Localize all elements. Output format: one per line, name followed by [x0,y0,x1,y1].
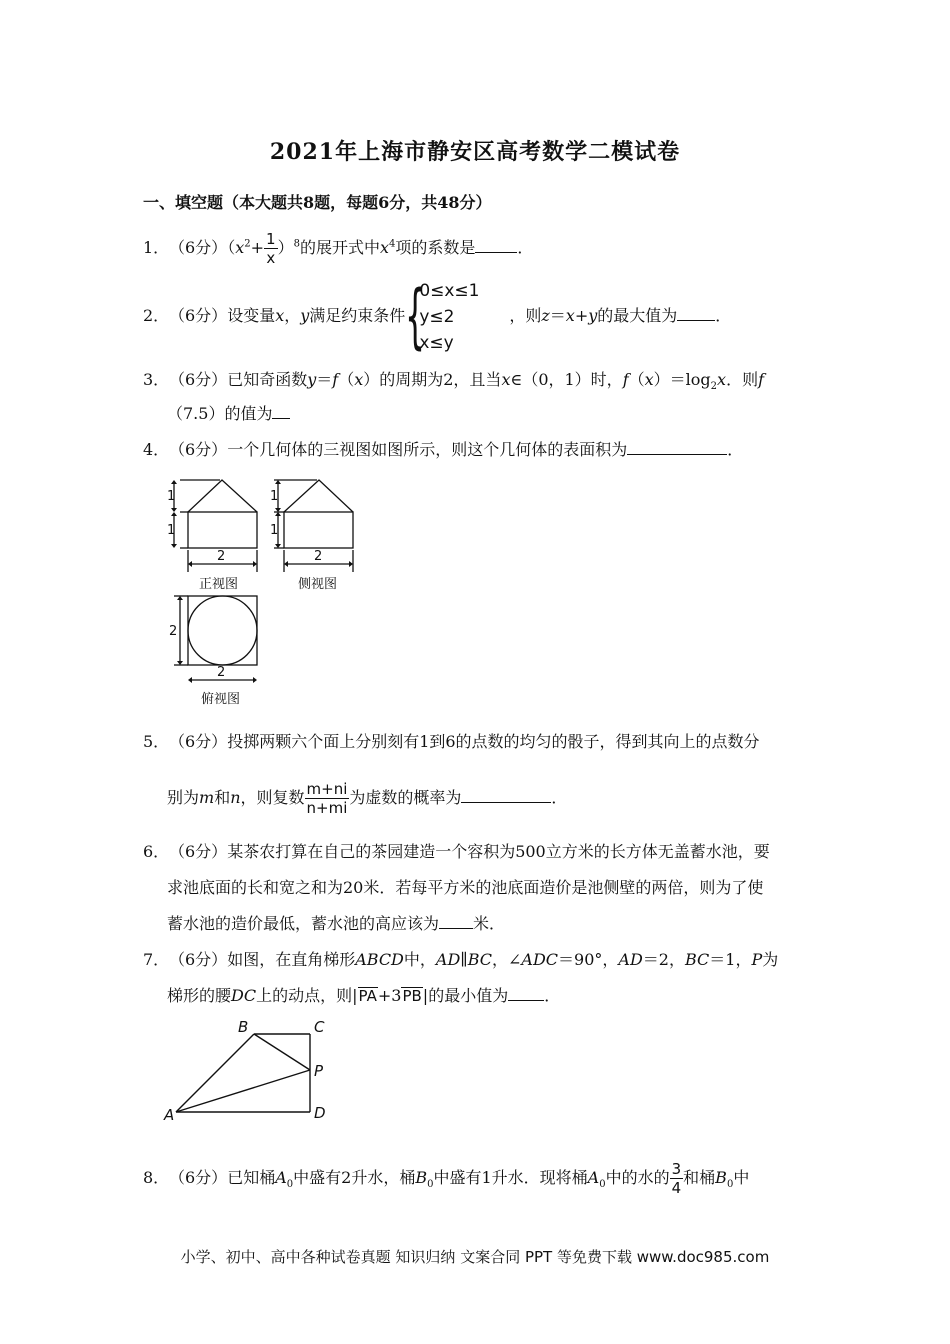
vector-pb: PB [402,987,422,1005]
constraint-system: { 0≤x≤1 y≤2 x≤y [405,274,480,357]
vertex-b-label: B [238,1018,249,1036]
question-5: 5．（6分）投掷两颗六个面上分别刻有1到6的点数的均匀的骰子，得到其向上的点数分 [143,732,760,751]
front-view-roof [188,480,257,512]
question-1: 1．（6分）（$x^2+$ $\frac{1}{x}$ ）$^8$的展开式中$x^4$项的系数是 ． [143,230,534,267]
answer-blank-3 [272,400,290,419]
question-3: 3．（6分）已知奇函数y＝f（x）的周期为2，且当x∈（0，1）时，$f(x)=\log_2x$．则f [143,370,764,393]
brace-icon: { [405,274,426,357]
question-6-line2: 求池底面的长和宽之和为20米．若每平方米的池底面造价是池侧壁的两倍，则为了使 [167,878,764,897]
dim-label: 2 [217,549,226,564]
vertex-c-label: C [314,1018,325,1036]
answer-blank-2 [677,302,715,321]
side-view-roof [284,480,353,512]
question-6: 6．（6分）某茶农打算在自己的茶园建造一个容积为500立方米的长方体无盖蓄水池，要 [143,842,770,861]
question-8: 8．（6分）已知桶$A_0$中盛有2升水，桶$B_0$中盛有1升水．现将桶$A_0$中的水的 $\frac{3}{4}$ 和桶$B_0$中 [143,1160,750,1197]
fraction-complex: $\frac{m+ni}{n+mi}$ [306,780,348,817]
dim-label: 1 [270,489,279,504]
question-3-line2: （7.5）的值为 [167,400,290,428]
top-view-circle [188,596,257,665]
section-heading: 一、填空题（本大题共8题，每题6分，共48分） [143,193,492,212]
dim-label: 1 [270,523,279,538]
top-view-label: 俯视图 [201,692,241,707]
dim-label: 2 [217,665,226,680]
page-title: 2021年上海市静安区高考数学二模试卷 [269,139,681,165]
question-6-line3: 蓄水池的造价最低，蓄水池的高应该为 米． [167,910,505,938]
answer-blank-7 [508,982,544,1001]
segment-pb [254,1034,310,1070]
footer-watermark: 小学、初中、高中各种试卷真题 知识归纳 文案合同 PPT 等免费下载 www.doc985.com [180,1248,770,1266]
question-7: 7．（6分）如图，在直角梯形ABCD中，AD∥BC，∠ADC＝90°，AD＝2，BC＝1，P为 [143,950,779,969]
question-2: 2．（6分）设变量x，y满足约束条件 { 0≤x≤1 y≤2 x≤y ，则z＝x+y的最大值为 ． [143,274,732,357]
answer-blank-1 [475,234,517,253]
fraction-1-over-x: $\frac{1}{x}$ [266,230,276,267]
vertex-d-label: D [314,1104,326,1122]
vertex-a-label: A [164,1106,175,1124]
answer-blank-5 [461,784,551,803]
dim-label: 1 [167,523,176,538]
fraction-3-4: $\frac{3}{4}$ [671,1160,682,1197]
answer-blank-6 [439,910,473,929]
dim-label: 2 [169,624,178,639]
question-7-line2: 梯形的腰DC上的动点，则|PA+3PB|的最小值为 ． [167,982,560,1010]
three-view-figure [160,472,380,712]
question-4: 4．（6分）一个几何体的三视图如图所示，则这个几何体的表面积为 ． [143,436,743,464]
front-view-label: 正视图 [199,577,239,592]
dim-label: 2 [314,549,323,564]
point-p-label: P [314,1062,324,1080]
vector-pa: PA [358,987,377,1005]
trapezoid-figure [162,1018,342,1126]
front-view-body [188,512,257,548]
side-view-body [284,512,353,548]
dim-label: 1 [167,489,176,504]
answer-blank-4 [627,436,727,455]
side-view-label: 侧视图 [298,577,338,592]
question-5-line2: 别为m和n，则复数 $\frac{m+ni}{n+mi}$ 为虚数的概率为 ． [167,780,568,817]
